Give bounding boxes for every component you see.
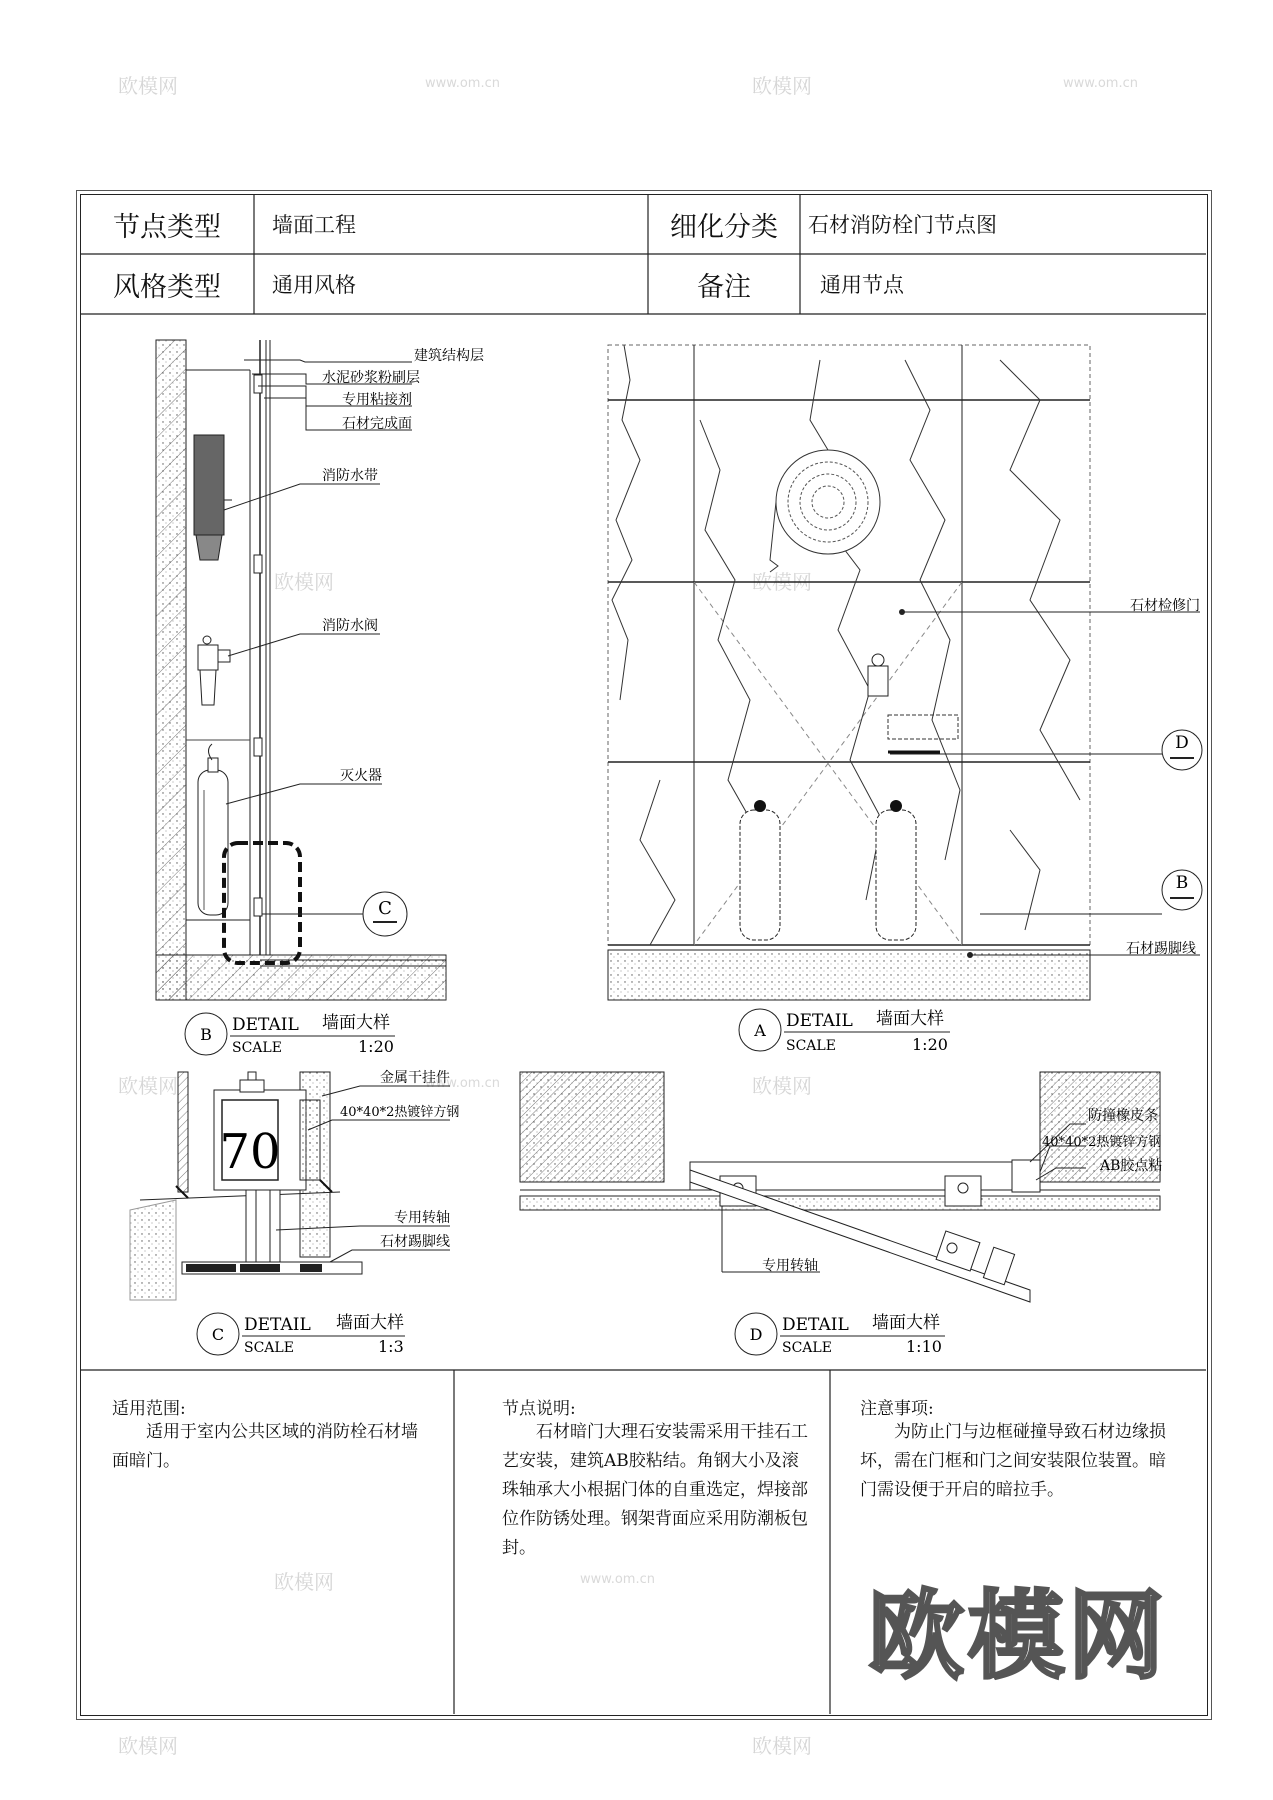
callout-stone-skirting: 石材踢脚线 [1126, 941, 1196, 957]
callout-stone-finish: 石材完成面 [342, 416, 412, 432]
detail-c-scale: 1:3 [378, 1337, 404, 1356]
style-type-value: 通用风格 [272, 273, 356, 297]
section-b-marker: B [1175, 873, 1189, 893]
section-b-drawing [156, 340, 484, 1056]
callout-rubber-strip: 防撞橡皮条 [1088, 1108, 1158, 1124]
watermark-logo: 欧模网 [752, 1074, 812, 1098]
watermark-logo: 欧模网 [118, 1734, 178, 1758]
note-caution-body: 为防止门与边框碰撞导致石材边缘损坏，需在门框和门之间安装限位装置。暗门需设便于开启的暗拉手。 [860, 1422, 1166, 1500]
callout-c-stone-skirting: 石材踢脚线 [380, 1234, 450, 1250]
note-scope-title: 适用范围: [112, 1399, 186, 1419]
detail-b-name: 墙面大样 [322, 1013, 390, 1033]
detail-d-id: D [749, 1325, 763, 1344]
section-d-drawing [520, 1072, 1162, 1356]
detail-category-label: 细化分类 [670, 211, 778, 243]
note-scope-body: 适用于室内公共区域的消防栓石材墙面暗门。 [112, 1422, 418, 1471]
detail-b-word: DETAIL [232, 1015, 299, 1035]
callout-d-steel-tube: 40*40*2热镀锌方钢 [1042, 1135, 1162, 1150]
section-c-marker: C [378, 898, 392, 919]
watermark-logo: 欧模网 [118, 74, 178, 98]
detail-b-id: B [200, 1025, 212, 1044]
watermark-logo: 欧模网 [752, 1734, 812, 1758]
detail-c-name: 墙面大样 [336, 1313, 404, 1333]
detail-c-id: C [211, 1325, 225, 1344]
detail-d-name: 墙面大样 [872, 1313, 940, 1333]
node-type-value: 墙面工程 [272, 213, 356, 237]
callout-mortar-layer: 水泥砂浆粉刷层 [322, 370, 420, 386]
callout-adhesive: 专用粘接剂 [342, 392, 412, 408]
remark-value: 通用节点 [820, 273, 904, 297]
detail-a-scale: 1:20 [912, 1035, 948, 1054]
watermark-logo: 欧模网 [274, 1570, 334, 1594]
watermark-url: www.om.cn [425, 1076, 500, 1091]
callout-stone-access-door: 石材检修门 [1130, 598, 1200, 614]
detail-c-word: DETAIL [244, 1315, 311, 1335]
detail-a-name: 墙面大样 [876, 1009, 944, 1029]
callout-structure-layer: 建筑结构层 [414, 348, 484, 364]
detail-d-word: DETAIL [782, 1315, 849, 1335]
watermark-url: www.om.cn [1063, 76, 1138, 91]
detail-a-id: A [754, 1021, 766, 1040]
detail-d-scale-word: SCALE [782, 1340, 832, 1356]
detail-b-scale: 1:20 [358, 1037, 394, 1056]
callout-extinguisher: 灭火器 [340, 768, 382, 784]
callout-fire-hose: 消防水带 [322, 468, 378, 484]
callout-ab-glue: AB胶点粘 [1100, 1158, 1163, 1174]
brand-logo: 欧模网 [868, 1580, 1168, 1692]
callout-fire-valve: 消防水阀 [322, 618, 378, 634]
callout-metal-hanger: 金属干挂件 [380, 1070, 450, 1086]
detail-a-word: DETAIL [786, 1011, 853, 1031]
watermark-logo: 欧模网 [274, 570, 334, 594]
node-type-label: 节点类型 [113, 211, 221, 243]
watermark-logo: 欧模网 [752, 74, 812, 98]
detail-d-scale: 1:10 [906, 1337, 942, 1356]
detail-category-value: 石材消防栓门节点图 [808, 213, 997, 237]
elevation-a-drawing [608, 345, 1202, 1054]
section-c-drawing [130, 1069, 459, 1356]
callout-special-pivot: 专用转轴 [394, 1210, 450, 1226]
watermark-logo: 欧模网 [118, 1074, 178, 1098]
watermark-url: www.om.cn [425, 76, 500, 91]
note-desc-body: 石材暗门大理石安装需采用干挂石工艺安装，建筑AB胶粘结。角钢大小及滚珠轴承大小根据门体的自重选定，焊接部位作防锈处理。钢架背面应采用防潮板包封。 [502, 1422, 808, 1558]
detail-c-number: 70 [219, 1124, 281, 1180]
callout-d-special-pivot: 专用转轴 [762, 1258, 818, 1274]
detail-b-scale-word: SCALE [232, 1040, 282, 1056]
detail-a-scale-word: SCALE [786, 1038, 836, 1054]
watermark-url: www.om.cn [580, 1572, 655, 1587]
note-desc-title: 节点说明: [502, 1399, 576, 1419]
note-caution-title: 注意事项: [860, 1399, 934, 1419]
detail-c-scale-word: SCALE [244, 1340, 294, 1356]
section-d-marker: D [1175, 733, 1189, 753]
callout-steel-tube: 40*40*2热镀锌方钢 [340, 1105, 460, 1120]
style-type-label: 风格类型 [113, 271, 221, 303]
remark-label: 备注 [697, 271, 751, 303]
watermark-logo: 欧模网 [752, 570, 812, 594]
